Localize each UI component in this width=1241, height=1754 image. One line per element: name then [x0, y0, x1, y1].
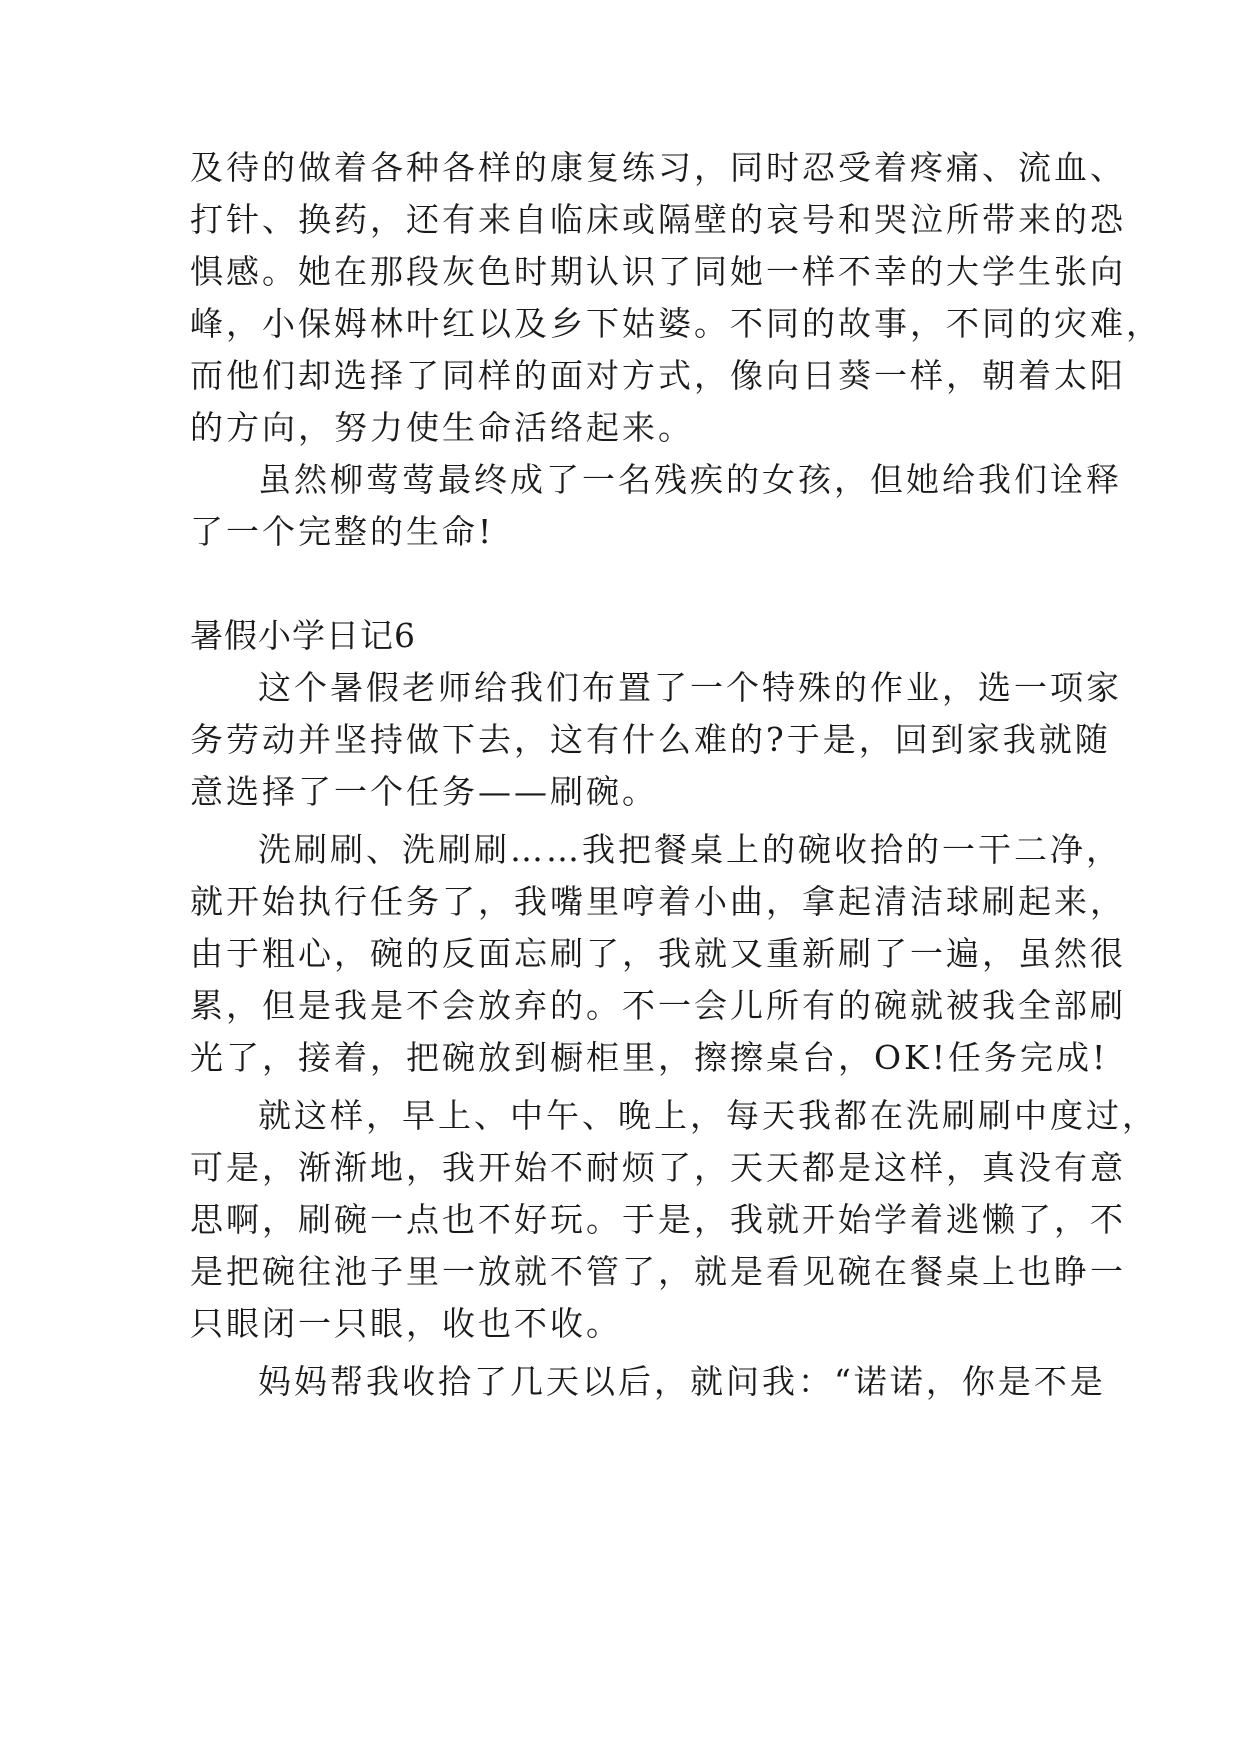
- text-line: 这个暑假老师给我们布置了一个特殊的作业，选一项家: [258, 668, 1122, 707]
- text-line: 可是，渐渐地，我开始不耐烦了，天天都是这样，真没有意: [190, 1148, 1126, 1187]
- text-line: 洗刷刷、洗刷刷……我把餐桌上的碗收拾的一干二净，: [258, 830, 1122, 869]
- text-line: 虽然柳莺莺最终成了一名残疾的女孩，但她给我们诠释: [258, 460, 1122, 499]
- text-line: 就开始执行任务了，我嘴里哼着小曲，拿起清洁球刷起来，: [190, 882, 1126, 921]
- text-line: 由于粗心，碗的反面忘刷了，我就又重新刷了一遍，虽然很: [190, 934, 1126, 973]
- text-line: 而他们却选择了同样的面对方式，像向日葵一样，朝着太阳: [190, 356, 1126, 395]
- text-line: 就这样，早上、中午、晚上，每天我都在洗刷刷中度过，: [258, 1096, 1158, 1135]
- text-line: 务劳动并坚持做下去，这有什么难的?于是，回到家我就随: [190, 720, 1111, 759]
- text-line: 妈妈帮我收拾了几天以后，就问我：“诺诺，你是不是: [258, 1362, 1106, 1401]
- text-line: 累，但是我是不会放弃的。不一会儿所有的碗就被我全部刷: [190, 986, 1126, 1025]
- text-line: 是把碗往池子里一放就不管了，就是看见碗在餐桌上也睁一: [190, 1252, 1126, 1291]
- section-title: 暑假小学日记6: [190, 616, 416, 655]
- text-line: 的方向，努力使生命活络起来。: [190, 408, 694, 447]
- text-line: 及待的做着各种各样的康复练习，同时忍受着疼痛、流血、: [190, 148, 1126, 187]
- text-line: 了一个完整的生命!: [190, 512, 495, 551]
- text-line: 惧感。她在那段灰色时期认识了同她一样不幸的大学生张向: [190, 252, 1126, 291]
- text-line: 只眼闭一只眼，收也不收。: [190, 1304, 622, 1343]
- text-line: 峰，小保姆林叶红以及乡下姑婆。不同的故事，不同的灾难，: [190, 304, 1162, 343]
- text-line: 意选择了一个任务——刷碗。: [190, 772, 658, 811]
- text-line: 打针、换药，还有来自临床或隔壁的哀号和哭泣所带来的恐: [190, 200, 1126, 239]
- text-line: 思啊，刷碗一点也不好玩。于是，我就开始学着逃懒了，不: [190, 1200, 1126, 1239]
- text-line: 光了，接着，把碗放到橱柜里，擦擦桌台，OK!任务完成!: [190, 1038, 1109, 1077]
